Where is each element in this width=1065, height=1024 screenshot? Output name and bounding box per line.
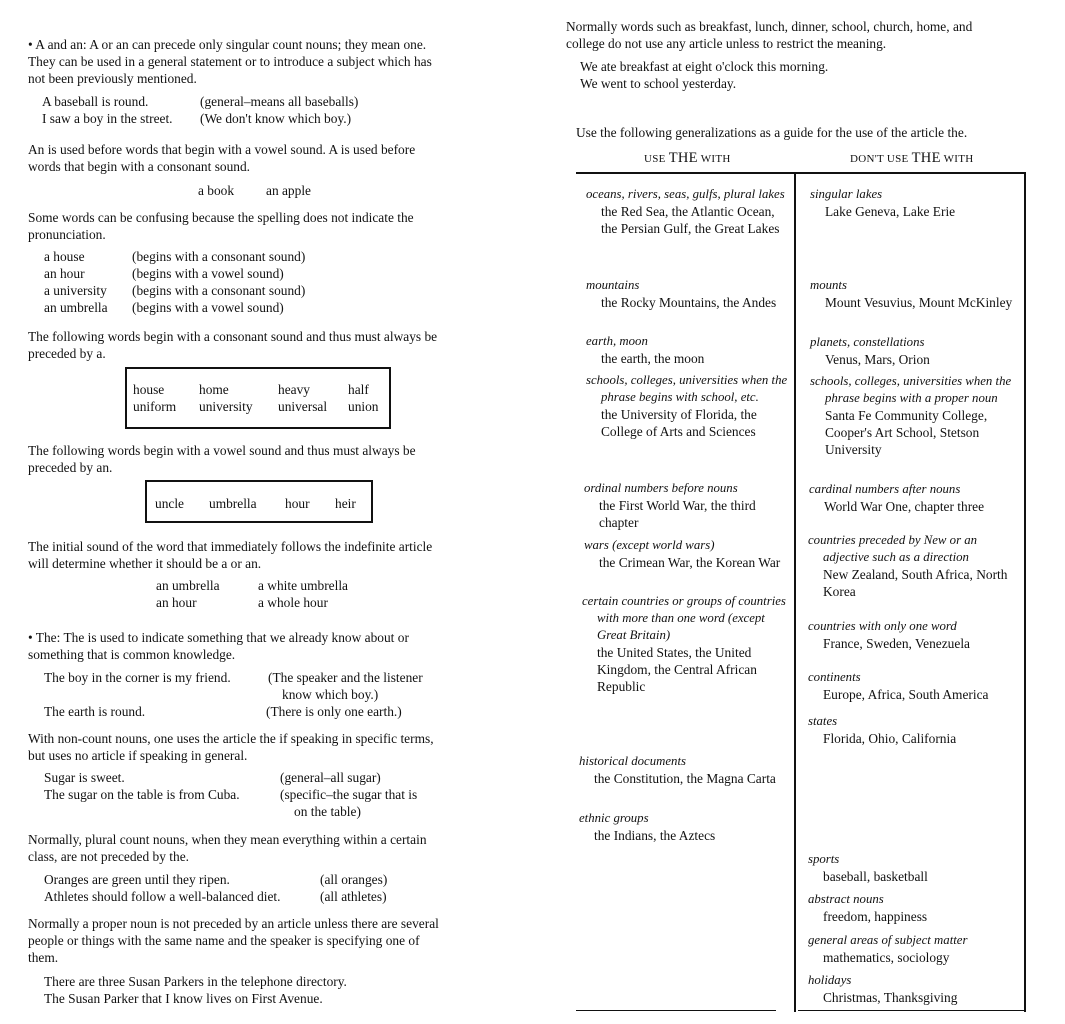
text-line: schools, colleges, universities when the phrase begins with school, etc. <box>586 373 788 404</box>
text-line: Some words can be confusing because the spelling does not indicate the <box>28 210 414 225</box>
text-line: (begins with a consonant sound) <box>132 249 306 264</box>
use-the-header <box>644 150 731 168</box>
text-line: Europe, Africa, South America <box>823 687 989 702</box>
text-line: them. <box>28 950 59 965</box>
sound-example-row <box>44 299 504 316</box>
text-line: Lake Geneva, Lake Erie <box>825 204 956 219</box>
text-line: a book <box>198 183 235 198</box>
text-line: singular lakes <box>810 187 883 201</box>
use-entry-documents <box>579 753 784 787</box>
table-column-divider <box>794 172 796 1012</box>
text-line: on the table) <box>294 804 361 819</box>
use-entry-ordinal <box>584 480 789 531</box>
text-line: Mount Vesuvius, Mount McKinley <box>825 295 1013 310</box>
text-line: the Red Sea, the Atlantic Ocean, the Persian Gulf, the Great Lakes <box>601 204 780 236</box>
initial-sound <box>28 538 488 572</box>
sound-example-row <box>44 265 504 282</box>
text-line: Santa Fe Community College, Cooper's Art School, Stetson University <box>825 408 988 457</box>
text-line: (all oranges) <box>320 872 388 887</box>
text-line: Oranges are green until they ripen. <box>44 872 230 887</box>
text-line: continents <box>808 670 861 684</box>
text-line: general areas of subject matter <box>808 933 968 947</box>
dont-use-the-header <box>850 150 974 168</box>
text-line: Florida, Ohio, California <box>823 731 957 746</box>
vowel-word-box <box>145 480 373 523</box>
text-line: Normally words such as breakfast, lunch, dinner, school, church, home, and <box>566 19 973 34</box>
text-line: abstract nouns <box>808 892 884 906</box>
text-line: hour <box>285 496 310 511</box>
dont-entry-one-word <box>808 618 1013 652</box>
text-line: Sugar is sweet. <box>44 770 125 785</box>
text-line: ethnic groups <box>579 811 649 825</box>
consonant-intro <box>28 328 488 362</box>
text-line: The Susan Parker that I know lives on First Avenue. <box>44 991 323 1006</box>
dont-entry-sports <box>808 851 1013 885</box>
text-line: Venus, Mars, Orion <box>825 352 930 367</box>
text-line: people or things with the same name and the speaker is specifying one of <box>28 933 420 948</box>
dont-entry-subject <box>808 932 1013 966</box>
text-line: France, Sweden, Venezuela <box>823 636 970 651</box>
text-line: (all athletes) <box>320 889 387 904</box>
text-line: THE <box>668 150 698 166</box>
text-line: planets, constellations <box>810 335 925 349</box>
text-line: I saw a boy in the street. <box>42 111 173 126</box>
text-line: but uses no article if speaking in general. <box>28 748 248 763</box>
text-line: a white umbrella <box>258 578 348 593</box>
text-line: preceded by a. <box>28 346 106 361</box>
text-line: words that begin with a consonant sound. <box>28 159 251 174</box>
text-line: The earth is round. <box>44 704 146 719</box>
text-line: The sugar on the table is from Cuba. <box>44 787 240 802</box>
text-line: university <box>199 399 253 414</box>
text-line: pronunciation. <box>28 227 106 242</box>
text-line: a whole hour <box>258 595 328 610</box>
table-bottom-rule-right <box>798 1010 1024 1011</box>
text-line: The boy in the corner is my friend. <box>44 670 231 685</box>
text-line: There are three Susan Parkers in the telephone directory. <box>44 974 347 989</box>
table-bottom-rule-left <box>576 1010 776 1011</box>
text-line: Use the following generalizations as a guide for the use of the article the. <box>576 125 968 140</box>
text-line: schools, colleges, universities when the phrase begins with a proper noun <box>810 374 1012 405</box>
plural-rule <box>28 831 488 865</box>
text-line: half <box>348 382 369 397</box>
text-line: With non-count nouns, one uses the article the if speaking in specific terms, <box>28 731 434 746</box>
table-top-rule <box>576 172 1026 174</box>
text-line: an hour <box>44 266 85 281</box>
text-line: certain countries or groups of countries with more than one word (except Great Britain) <box>582 594 786 642</box>
use-entry-wars <box>584 537 789 571</box>
sound-example-row <box>44 248 504 265</box>
text-line: the First World War, the third chapter <box>599 498 756 530</box>
table-right-rule <box>1024 172 1026 1012</box>
text-line: universal <box>278 399 328 414</box>
meals-examples <box>580 58 828 92</box>
text-line: (We don't know which boy.) <box>200 111 352 126</box>
dont-entry-holidays <box>808 972 1013 1006</box>
dont-entry-lakes <box>810 186 1015 220</box>
text-line: (general–means all baseballs) <box>200 94 359 109</box>
vowel-intro <box>28 442 488 476</box>
use-entry-earth <box>586 333 791 367</box>
consonant-word-box <box>125 367 391 429</box>
dont-entry-new <box>808 532 1013 600</box>
confusing-spelling <box>28 209 488 243</box>
use-entry-oceans <box>586 186 791 237</box>
text-line: Normally a proper noun is not preceded by an article unless there are several <box>28 916 439 931</box>
dont-entry-mounts <box>810 277 1015 311</box>
sound-example-row <box>44 282 504 299</box>
text-line: preceded by an. <box>28 460 113 475</box>
text-line: (There is only one earth.) <box>266 704 402 719</box>
text-line: the Indians, the Aztecs <box>594 828 716 843</box>
text-line: oceans, rivers, seas, gulfs, plural lakes <box>586 187 785 201</box>
text-line: DON'T USE <box>850 153 909 165</box>
text-line: countries with only one word <box>808 619 957 633</box>
text-line: USE <box>644 153 666 165</box>
text-line: We went to school yesterday. <box>580 76 737 91</box>
the-intro <box>28 629 488 663</box>
text-line: The following words begin with a vowel sound and thus must always be <box>28 443 416 458</box>
sound-examples-list <box>44 248 504 316</box>
text-line: a university <box>44 283 107 298</box>
use-entry-mountains <box>586 277 791 311</box>
text-line: (begins with a vowel sound) <box>132 266 284 281</box>
text-line: The initial sound of the word that immediately follows the indefinite article <box>28 539 433 554</box>
text-line: (The speaker and the listener <box>268 670 423 685</box>
text-line: mounts <box>810 278 847 292</box>
text-line: union <box>348 399 379 414</box>
text-line: the Constitution, the Magna Carta <box>594 771 776 786</box>
text-line: the earth, the moon <box>601 351 705 366</box>
text-line: World War One, chapter three <box>824 499 985 514</box>
text-line: mathematics, sociology <box>823 950 950 965</box>
text-line: (general–all sugar) <box>280 770 381 785</box>
text-line: Christmas, Thanksgiving <box>823 990 958 1005</box>
text-line: New Zealand, South Africa, North Korea <box>823 567 1008 599</box>
a-an-intro <box>28 36 488 87</box>
text-line: WITH <box>700 153 731 165</box>
text-line: They can be used in a general statement or to introduce a subject which has <box>28 54 432 69</box>
text-line: cardinal numbers after nouns <box>809 482 961 496</box>
text-line: an umbrella <box>44 300 108 315</box>
text-line: ordinal numbers before nouns <box>584 481 738 495</box>
text-line: the Crimean War, the Korean War <box>599 555 781 570</box>
dont-entry-planets <box>810 334 1015 368</box>
text-line: earth, moon <box>586 334 648 348</box>
text-line: wars (except world wars) <box>584 538 715 552</box>
text-line: a house <box>44 249 85 264</box>
text-line: (specific–the sugar that is <box>280 787 418 802</box>
text-line: house <box>133 382 165 397</box>
text-line: countries preceded by New or an adjective such as a direction <box>808 533 978 564</box>
text-line: home <box>199 382 229 397</box>
text-line: not been previously mentioned. <box>28 71 197 86</box>
susan-examples <box>44 973 504 1007</box>
text-line: THE <box>911 150 941 166</box>
text-line: Athletes should follow a well-balanced diet. <box>44 889 281 904</box>
the-examples <box>44 669 504 720</box>
proper-noun-rule <box>28 915 488 966</box>
use-entry-ethnic <box>579 810 784 844</box>
text-line: the University of Florida, the College of Arts and Sciences <box>601 407 757 439</box>
dont-entry-schools <box>810 373 1015 458</box>
guide-line <box>576 124 967 141</box>
text-line: will determine whether it should be a or an. <box>28 556 262 571</box>
text-line: states <box>808 714 838 728</box>
text-line: historical documents <box>579 754 686 768</box>
oranges-examples <box>44 871 504 905</box>
sugar-examples <box>44 769 504 820</box>
text-line: college do not use any article unless to restrict the meaning. <box>566 36 887 51</box>
noncount-rule <box>28 730 488 764</box>
meals-rule <box>566 18 972 52</box>
text-line: sports <box>808 852 840 866</box>
text-line: heavy <box>278 382 310 397</box>
text-line: an hour <box>156 595 197 610</box>
dont-entry-cardinal <box>809 481 1014 515</box>
text-line: heir <box>335 496 356 511</box>
text-line: (begins with a vowel sound) <box>132 300 284 315</box>
text-line: an apple <box>266 183 311 198</box>
dont-entry-states <box>808 713 1013 747</box>
text-line: know which boy.) <box>282 687 379 702</box>
dont-entry-abstract <box>808 891 1013 925</box>
text-line: the Rocky Mountains, the Andes <box>601 295 777 310</box>
text-line: an umbrella <box>156 578 220 593</box>
text-line: • A and an: A or an can precede only singular count nouns; they mean one. <box>28 37 427 52</box>
text-line: class, are not preceded by the. <box>28 849 189 864</box>
text-line: (begins with a consonant sound) <box>132 283 306 298</box>
text-line: A baseball is round. <box>42 94 149 109</box>
text-line: The following words begin with a consonant sound and thus must always be <box>28 329 438 344</box>
text-line: mountains <box>586 278 640 292</box>
text-line: • The: The is used to indicate something that we already know about or <box>28 630 409 645</box>
text-line: holidays <box>808 973 852 987</box>
text-line: umbrella <box>209 496 257 511</box>
text-line: We ate breakfast at eight o'clock this morning. <box>580 59 829 74</box>
text-line: something that is common knowledge. <box>28 647 236 662</box>
use-entry-countries <box>582 593 787 695</box>
baseball-examples <box>42 93 502 127</box>
text-line: Normally, plural count nouns, when they mean everything within a certain <box>28 832 427 847</box>
text-line: WITH <box>943 153 974 165</box>
text-line: freedom, happiness <box>823 909 928 924</box>
text-line: uniform <box>133 399 177 414</box>
text-line: the United States, the United Kingdom, the Central African Republic <box>597 645 757 694</box>
dont-entry-continents <box>808 669 1013 703</box>
text-line: uncle <box>155 496 184 511</box>
text-line: An is used before words that begin with a vowel sound. A is used before <box>28 142 416 157</box>
use-entry-schools <box>586 372 791 440</box>
text-line: baseball, basketball <box>823 869 928 884</box>
an-rule <box>28 141 488 175</box>
